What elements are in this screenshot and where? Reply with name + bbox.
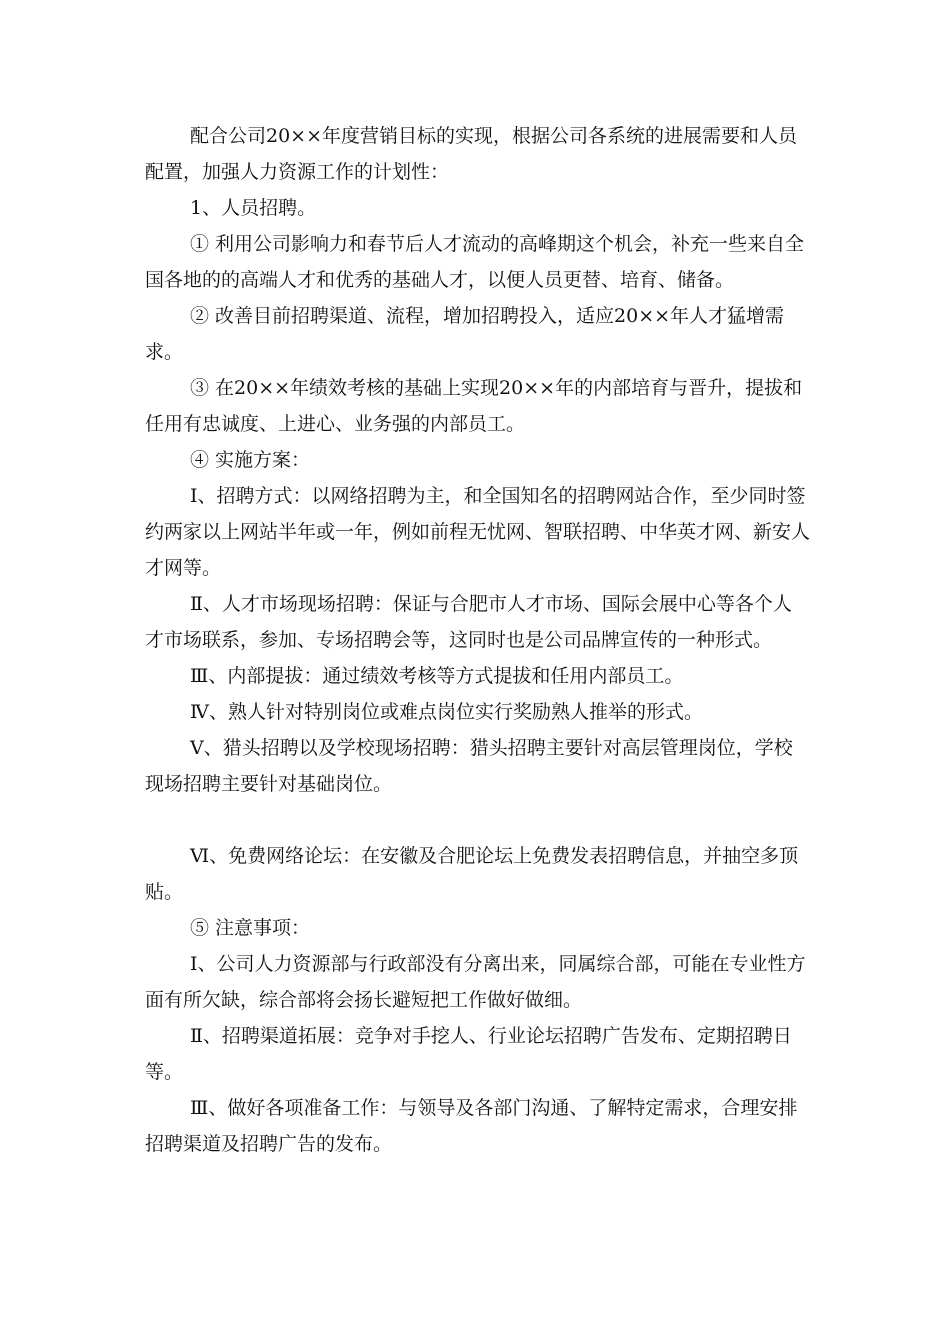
paragraph-plan-i: Ⅰ、招聘方式：以网络招聘为主，和全国知名的招聘网站合作，至少同时签约两家以上网站半年或一年，例如前程无忧网、智联招聘、中华英才网、新安人才网等。 [145,485,811,579]
paragraph-item-3: ③ 在20××年绩效考核的基础上实现20××年的内部培育与晋升，提拔和任用有忠诚度、上进心、业务强的内部员工。 [145,377,803,435]
paragraph-plan-v: Ⅴ、猎头招聘以及学校现场招聘：猎头招聘主要针对高层管理岗位，学校现场招聘主要针对基础岗位。 [145,737,793,795]
paragraph-item-2: ② 改善目前招聘渠道、流程，增加招聘投入，适应20××年人才猛增需求。 [145,305,785,363]
paragraph-note-i: Ⅰ、公司人力资源部与行政部没有分离出来，同属综合部，可能在专业性方面有所欠缺，综合部将会扬长避短把工作做好做细。 [145,953,806,1011]
paragraph-note-iii: Ⅲ、做好各项准备工作：与领导及各部门沟通、了解特定需求，合理安排招聘渠道及招聘广告的发布。 [145,1097,798,1155]
paragraph-plan-iv: Ⅳ、熟人针对特别岗位或难点岗位实行奖励熟人推举的形式。 [190,701,703,723]
paragraph-section-recruitment: 1、人员招聘。 [190,197,317,219]
paragraph-note-ii: Ⅱ、招聘渠道拓展：竞争对手挖人、行业论坛招聘广告发布、定期招聘日等。 [145,1025,792,1083]
paragraph-item-4: ④ 实施方案： [190,449,311,471]
paragraph-item-1: ① 利用公司影响力和春节后人才流动的高峰期这个机会，补充一些来自全国各地的的高端人才和优秀的基础人才，以便人员更替、培育、储备。 [145,233,805,291]
blank-line [145,802,810,838]
paragraph-intro: 配合公司20××年度营销目标的实现，根据公司各系统的进展需要和人员配置，加强人力资源工作的计划性： [145,125,798,183]
document-body [145,118,810,1162]
paragraph-item-5: ⑤ 注意事项： [190,917,311,939]
paragraph-plan-iii: Ⅲ、内部提拔：通过绩效考核等方式提拔和任用内部员工。 [190,665,684,687]
paragraph-plan-ii: Ⅱ、人才市场现场招聘：保证与合肥市人才市场、国际会展中心等各个人才市场联系，参加、专场招聘会等，这同时也是公司品牌宣传的一种形式。 [145,593,792,651]
paragraph-plan-vi: Ⅵ、免费网络论坛：在安徽及合肥论坛上免费发表招聘信息，并抽空多顶贴。 [145,845,799,903]
